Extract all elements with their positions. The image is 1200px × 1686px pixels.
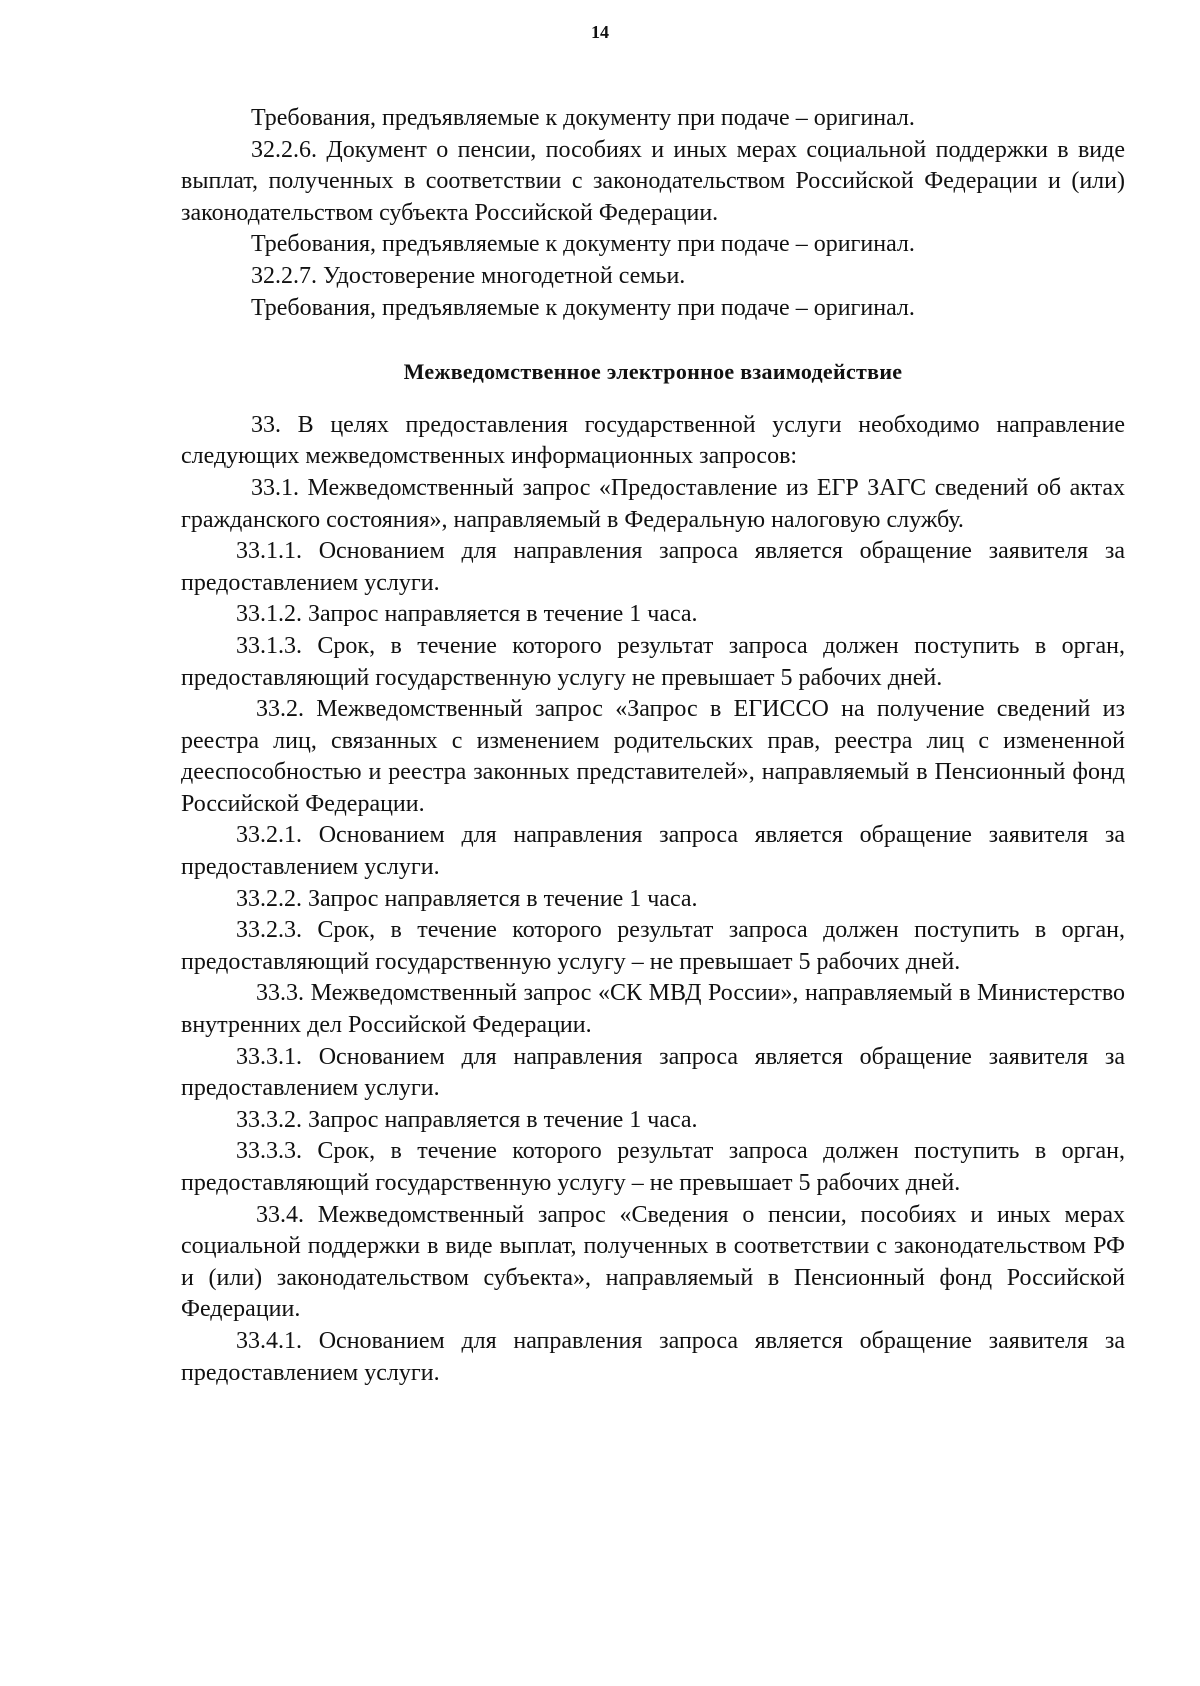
paragraph: 33. В целях предоставления государственной услуги необходимо направление следующих межведомственных информационных запросов: [181, 411, 1125, 470]
paragraph: 33.2.3. Срок, в течение которого результат запроса должен поступить в орган, предоставляющий государственную услугу – не превышает 5 рабочих дней. [181, 917, 1125, 975]
paragraph: 33.4.1. Основанием для направления запроса является обращение заявителя за предоставлением услуги. [181, 1327, 1125, 1386]
section-heading: Межведомственное электронное взаимодействие [403, 359, 903, 385]
paragraph: 33.3.2. Запрос направляется в течение 1 часа. [236, 1106, 698, 1133]
paragraph: 32.2.6. Документ о пенсии, пособиях и иных мерах социальной поддержки в виде выплат, полученных в соответствии с законодательством Российской Федерации и (или) законодательством субъекта Российской Федерации. [181, 136, 1125, 226]
document-body [181, 103, 1125, 1389]
paragraph: 33.3.3. Срок, в течение которого результат запроса должен поступить в орган, предоставляющий государственную услугу – не превышает 5 рабочих дней. [181, 1138, 1125, 1196]
paragraph: 33.1. Межведомственный запрос «Предоставление из ЕГР ЗАГС сведений об актах гражданского состояния», направляемый в Федеральную налоговую службу. [181, 474, 1125, 533]
paragraph: 33.4. Межведомственный запрос «Сведения о пенсии, пособиях и иных мерах социальной поддержки в виде выплат, полученных в соответствии с законодательством РФ и (или) законодательством субъекта», направляемый в Пенсионный фонд Российской Федерации. [181, 1201, 1125, 1323]
paragraph: Требования, предъявляемые к документу при подаче – оригинал. [251, 294, 915, 321]
paragraph: Требования, предъявляемые к документу при подаче – оригинал. [251, 105, 915, 131]
paragraph: 33.1.1. Основанием для направления запроса является обращение заявителя за предоставлением услуги. [181, 538, 1125, 596]
paragraph: Требования, предъявляемые к документу при подаче – оригинал. [251, 231, 915, 258]
paragraph: 33.2.1. Основанием для направления запроса является обращение заявителя за предоставлением услуги. [181, 822, 1125, 881]
paragraph: 33.3. Межведомственный запрос «СК МВД России», направляемый в Министерство внутренних дел Российской Федерации. [181, 980, 1125, 1039]
paragraph: 32.2.7. Удостоверение многодетной семьи. [251, 262, 686, 289]
paragraph: 33.1.2. Запрос направляется в течение 1 часа. [236, 601, 698, 628]
page-number: 14 [591, 22, 609, 42]
paragraph: 33.1.3. Срок, в течение которого результат запроса должен поступить в орган, предоставляющий государственную услугу не превышает 5 рабочих дней. [181, 632, 1125, 691]
paragraph: 33.3.1. Основанием для направления запроса является обращение заявителя за предоставлением услуги. [181, 1043, 1125, 1102]
paragraph: 33.2.2. Запрос направляется в течение 1 часа. [236, 885, 698, 912]
paragraph: 33.2. Межведомственный запрос «Запрос в ЕГИССО на получение сведений из реестра лиц, связанных с изменением родительских прав, реестра лиц с измененной дееспособностью и реестра законных представителей», направляемый в Пенсионный фонд Российской Федерации. [181, 696, 1125, 817]
